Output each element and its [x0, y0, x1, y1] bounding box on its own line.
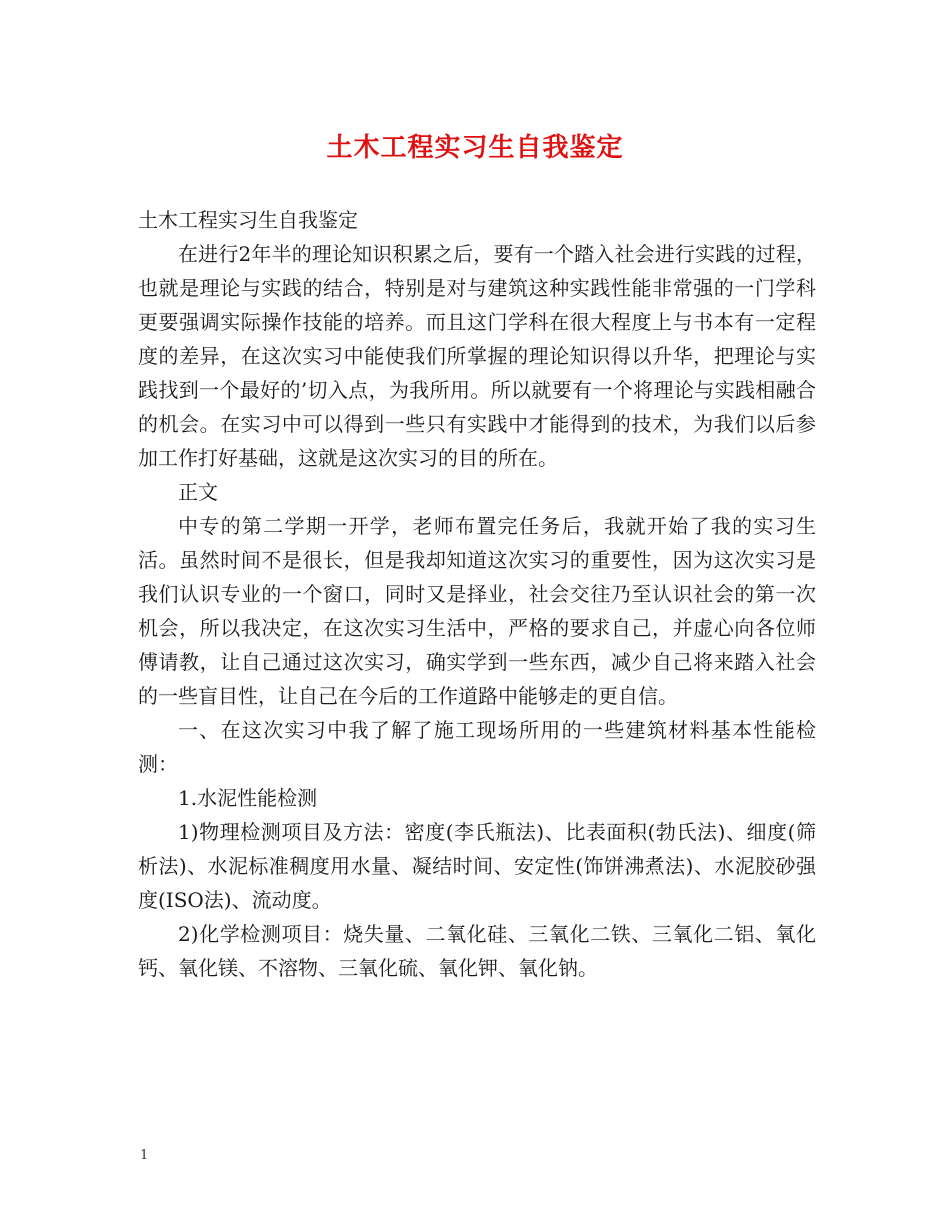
paragraph-body: 中专的第二学期一开学，老师布置完任务后，我就开始了我的实习生活。虽然时间不是很长，但是我却知道这次实习的重要性，因为这次实习是我们认识专业的一个窗口，同时又是择业，社会交往乃至认识社会的第一次机会，所以我决定，在这次实习生活中，严格的要求自己，并虚心向各位师傅请教，让自己通过这次实习，确实学到一些东西，减少自己将来踏入社会的一些盲目性，让自己在今后的工作道路中能够走的更自信。	[138, 514, 816, 708]
document-title: 土木工程实习生自我鉴定	[326, 133, 624, 163]
paragraph-subheading: 1.水泥性能检测	[178, 786, 318, 810]
paragraph-section-label: 正文	[178, 480, 218, 504]
paragraph-chemical-tests: 2)化学检测项目：烧失量、二氧化硅、三氧化二铁、三氧化二铝、氧化钙、氧化镁、不溶物、三氧化硫、氧化钾、氧化钠。	[138, 922, 816, 980]
page-number: 1	[140, 1148, 149, 1163]
document-body	[138, 203, 816, 985]
paragraph-intro: 在进行2年半的理论知识积累之后，要有一个踏入社会进行实践的过程，也就是理论与实践的结合，特别是对与建筑这种实践性能非常强的一门学科更要强调实际操作技能的培养。而且这门学科在很大程度上与书本有一定程度的差异，在这次实习中能使我们所掌握的理论知识得以升华，把理论与实践找到一个最好的’切入点，为我所用。所以就要有一个将理论与实践相融合的机会。在实习中可以得到一些只有实践中才能得到的技术，为我们以后参加工作打好基础，这就是这次实习的目的所在。	[138, 242, 816, 470]
paragraph-heading: 土木工程实习生自我鉴定	[138, 208, 358, 232]
paragraph-section-one: 一、在这次实习中我了解了施工现场所用的一些建筑材料基本性能检测：	[138, 718, 816, 776]
paragraph-physical-tests: 1)物理检测项目及方法：密度(李氏瓶法)、比表面积(勃氏法)、细度(筛析法)、水泥标准稠度用水量、凝结时间、安定性(饰饼沸煮法)、水泥胶砂强度(ISO法)、流动度。	[138, 820, 816, 912]
